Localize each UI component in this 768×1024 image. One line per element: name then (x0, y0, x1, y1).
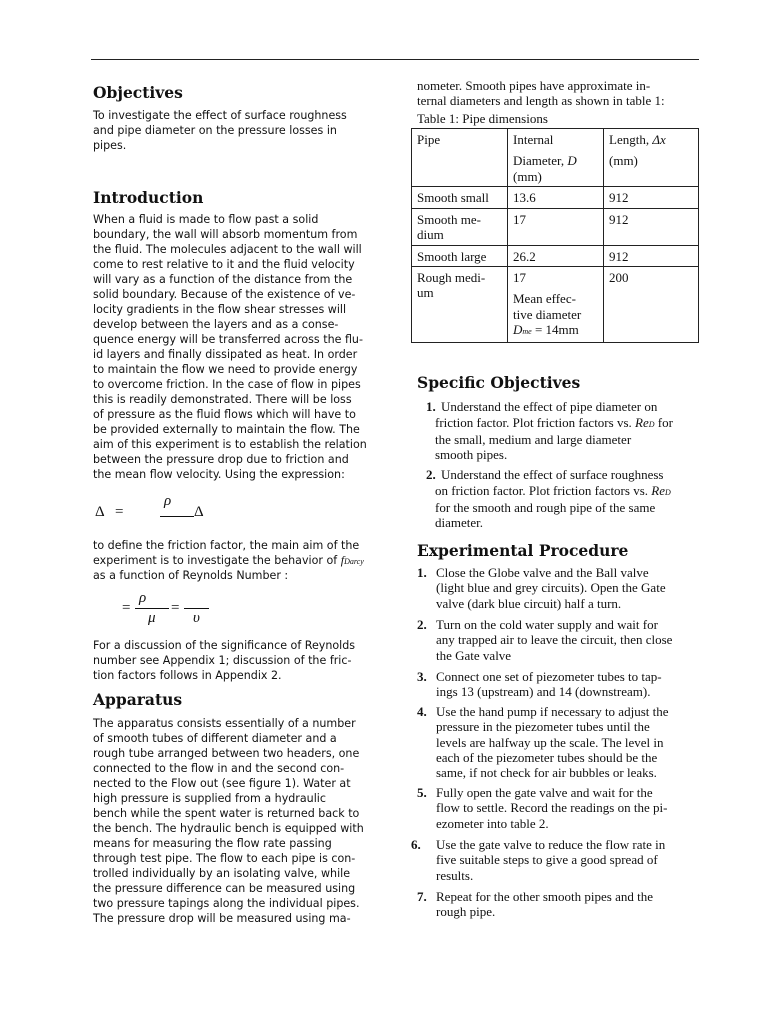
apparatus-heading: Apparatus (93, 690, 183, 709)
text-line: the fluid. The molecules adjacent to the wall will (93, 243, 362, 256)
list-item-line: results. (436, 867, 474, 883)
eq2-equals-1: = (122, 600, 131, 616)
table-row (412, 267, 699, 343)
text-line: aim of this experiment is to establish the relation (93, 438, 367, 451)
list-item-line: ezometer into table 2. (436, 815, 549, 831)
list-item-line: Close the Globe valve and the Ball valve (436, 565, 649, 580)
text-line: means for measuring the flow rate passing (93, 837, 332, 850)
cell-pipe: Smooth small (412, 187, 508, 208)
text-line: high pressure is supplied from a hydraulic (93, 792, 326, 805)
text-line: experiment is to investigate the behavior of fDarcy (93, 553, 364, 567)
experimental-procedure-heading: Experimental Procedure (417, 541, 629, 560)
f-darcy-symbol: f (340, 553, 345, 567)
table-row (412, 245, 699, 266)
eq1-rho: ρ (164, 493, 172, 509)
list-number: 5. (417, 785, 427, 800)
eq2-upsilon: υ (193, 610, 200, 626)
objectives-heading: Objectives (93, 83, 183, 102)
list-number: 1. (417, 565, 427, 580)
cell-pipe: Smooth me- dium (412, 208, 508, 245)
pipe-dimensions-table (411, 128, 699, 343)
text-line: to maintain the flow we need to provide energy (93, 363, 358, 376)
list-item-line: Repeat for the other smooth pipes and the (436, 889, 653, 904)
text-line: develop between the layers and as a conse- (93, 318, 339, 331)
list-item-line: valve (dark blue circuit) half a turn. (436, 595, 622, 611)
list-item-line: flow to settle. Record the readings on the pi- (436, 800, 668, 816)
table-header-row (412, 129, 699, 187)
header-pipe: Pipe (412, 129, 508, 187)
text-line: this is readily demonstrated. There will be loss (93, 393, 352, 406)
eq2-mu: μ (148, 610, 156, 626)
text-line: as a function of Reynolds Number : (93, 569, 289, 582)
text-line: connected to the flow in and the second con- (93, 762, 345, 775)
text-line: the bench. The hydraulic bench is equipped with (93, 822, 364, 835)
list-item-line: Turn on the cold water supply and wait for (436, 617, 658, 632)
eq1-delta-right: Δ (194, 504, 204, 520)
text-line: two pressure tapings along the individual pipes. (93, 897, 360, 910)
text-line: the mean flow velocity. Using the expression: (93, 468, 345, 481)
cell-pipe: Smooth large (412, 245, 508, 266)
text-line: number see Appendix 1; discussion of the fric- (93, 654, 352, 667)
list-item-line: any trapped air to leave the circuit, then close (436, 632, 673, 648)
text-line: boundary, the wall will absorb momentum from (93, 228, 358, 241)
text-line: The apparatus consists essentially of a number (93, 717, 356, 730)
table-caption: Table 1: Pipe dimensions (417, 111, 548, 126)
cell-diameter: 17 Mean effec- tive diameter Dme = 14mm (508, 267, 604, 343)
introduction-text (93, 212, 367, 482)
list-item-line: five suitable steps to give a good spread of (436, 852, 658, 868)
text-line: solid boundary. Because of the existence of ve- (93, 288, 356, 301)
eq2-equals-2: = (171, 600, 180, 616)
top-rule (91, 59, 699, 60)
text-line: id layers and finally dissipated as heat. In order (93, 348, 358, 361)
list-item-line: the Gate valve (436, 647, 512, 663)
eq1-fraction-bar (160, 516, 194, 517)
table-row (412, 208, 699, 245)
text-line: For a discussion of the significance of Reynolds (93, 639, 356, 652)
text-line: through test pipe. The flow to each pipe is con- (93, 852, 356, 865)
eq2-rho: ρ (139, 590, 147, 606)
cell-diameter: 26.2 (508, 245, 604, 266)
f-darcy-subscript: Darcy (344, 557, 364, 566)
text-line: locity gradients in the flow shear stresses will (93, 303, 347, 316)
cell-length: 912 (604, 187, 699, 208)
text-line: the pressure difference can be measured using (93, 882, 356, 895)
cell-length: 912 (604, 208, 699, 245)
cell-diameter: 17 (508, 208, 604, 245)
list-number: 3. (417, 669, 427, 684)
text-line: between the pressure drop due to friction and (93, 453, 349, 466)
list-number: 2. (417, 617, 427, 632)
text-line: to define the friction factor, the main aim of the (93, 539, 360, 552)
equation-reynolds (118, 590, 268, 630)
text-line: tion factors follows in Appendix 2. (93, 669, 282, 682)
list-number: 6. (411, 837, 421, 852)
list-item-line: Fully open the gate valve and wait for the (436, 785, 653, 800)
objectives-line: and pipe diameter on the pressure losses in (93, 124, 337, 137)
text-line: When a fluid is made to flow past a solid (93, 213, 319, 226)
cell-length: 912 (604, 245, 699, 266)
text-line: will vary as a function of the distance from the (93, 273, 353, 286)
eq1-delta-left: Δ (95, 504, 105, 520)
list-item-line: rough pipe. (436, 904, 496, 920)
manometer-text (417, 78, 665, 109)
cell-pipe: Rough medi- um (412, 267, 508, 343)
list-item-line: each of the piezometer tubes should be the (436, 749, 658, 765)
introduction-heading: Introduction (93, 188, 204, 207)
text-line: of pressure as the fluid flows which will have to (93, 408, 356, 421)
text-line: to overcome friction. In the case of flow in pipes (93, 378, 361, 391)
header-length: Length, Δx (mm) (604, 129, 699, 187)
text-line: of smooth tubes of different diameter and a (93, 732, 337, 745)
list-number: 4. (417, 704, 427, 719)
text-line: ternal diameters and length as shown in table 1: (417, 93, 665, 109)
list-item-line: same, if not check for air bubbles or leaks. (436, 765, 657, 781)
objectives-line: pipes. (93, 139, 127, 152)
list-number: 7. (417, 889, 427, 904)
text-line: The pressure drop will be measured using ma- (93, 912, 351, 925)
objectives-line: To investigate the effect of surface roughness (93, 109, 347, 122)
eq1-equals: = (115, 504, 124, 520)
equation-pressure-drop (93, 493, 293, 526)
text-line: nected to the Flow out (see figure 1). Water at (93, 777, 351, 790)
cell-length: 200 (604, 267, 699, 343)
friction-factor-text (93, 538, 364, 583)
text-line: bench while the spent water is returned back to (93, 807, 360, 820)
table-row (412, 187, 699, 208)
list-item-line: (light blue and grey circuits). Open the Gate (436, 580, 666, 596)
eq2-fraction-bar-1 (135, 608, 169, 609)
header-internal-diameter: Internal Diameter, D (mm) (508, 129, 604, 187)
list-item-line: Connect one set of piezometer tubes to tap- (436, 669, 662, 684)
apparatus-text (93, 716, 364, 926)
cell-diameter: 13.6 (508, 187, 604, 208)
list-item-line: ings 13 (upstream) and 14 (downstream). (436, 684, 651, 700)
list-item-line: levels are halfway up the scale. The level in (436, 734, 664, 750)
text-line: rough tube arranged between two headers, one (93, 747, 360, 760)
text-line: be provided externally to maintain the flow. The (93, 423, 360, 436)
list-item-line: Use the gate valve to reduce the flow rate in (436, 837, 666, 852)
text-line: quence energy will be transferred across the flu- (93, 333, 363, 346)
list-item-line: Use the hand pump if necessary to adjust the (436, 704, 669, 719)
specific-objectives-heading: Specific Objectives (417, 373, 581, 392)
reynolds-discussion-text (93, 638, 355, 683)
objectives-text (93, 108, 347, 153)
text-line: come to rest relative to it and the fluid velocity (93, 258, 355, 271)
text-line: trolled individually by an isolating valve, while (93, 867, 351, 880)
eq2-fraction-bar-2 (184, 608, 209, 609)
text-line: nometer. Smooth pipes have approximate in- (417, 78, 651, 93)
list-item-line: pressure in the piezometer tubes until the (436, 719, 650, 735)
